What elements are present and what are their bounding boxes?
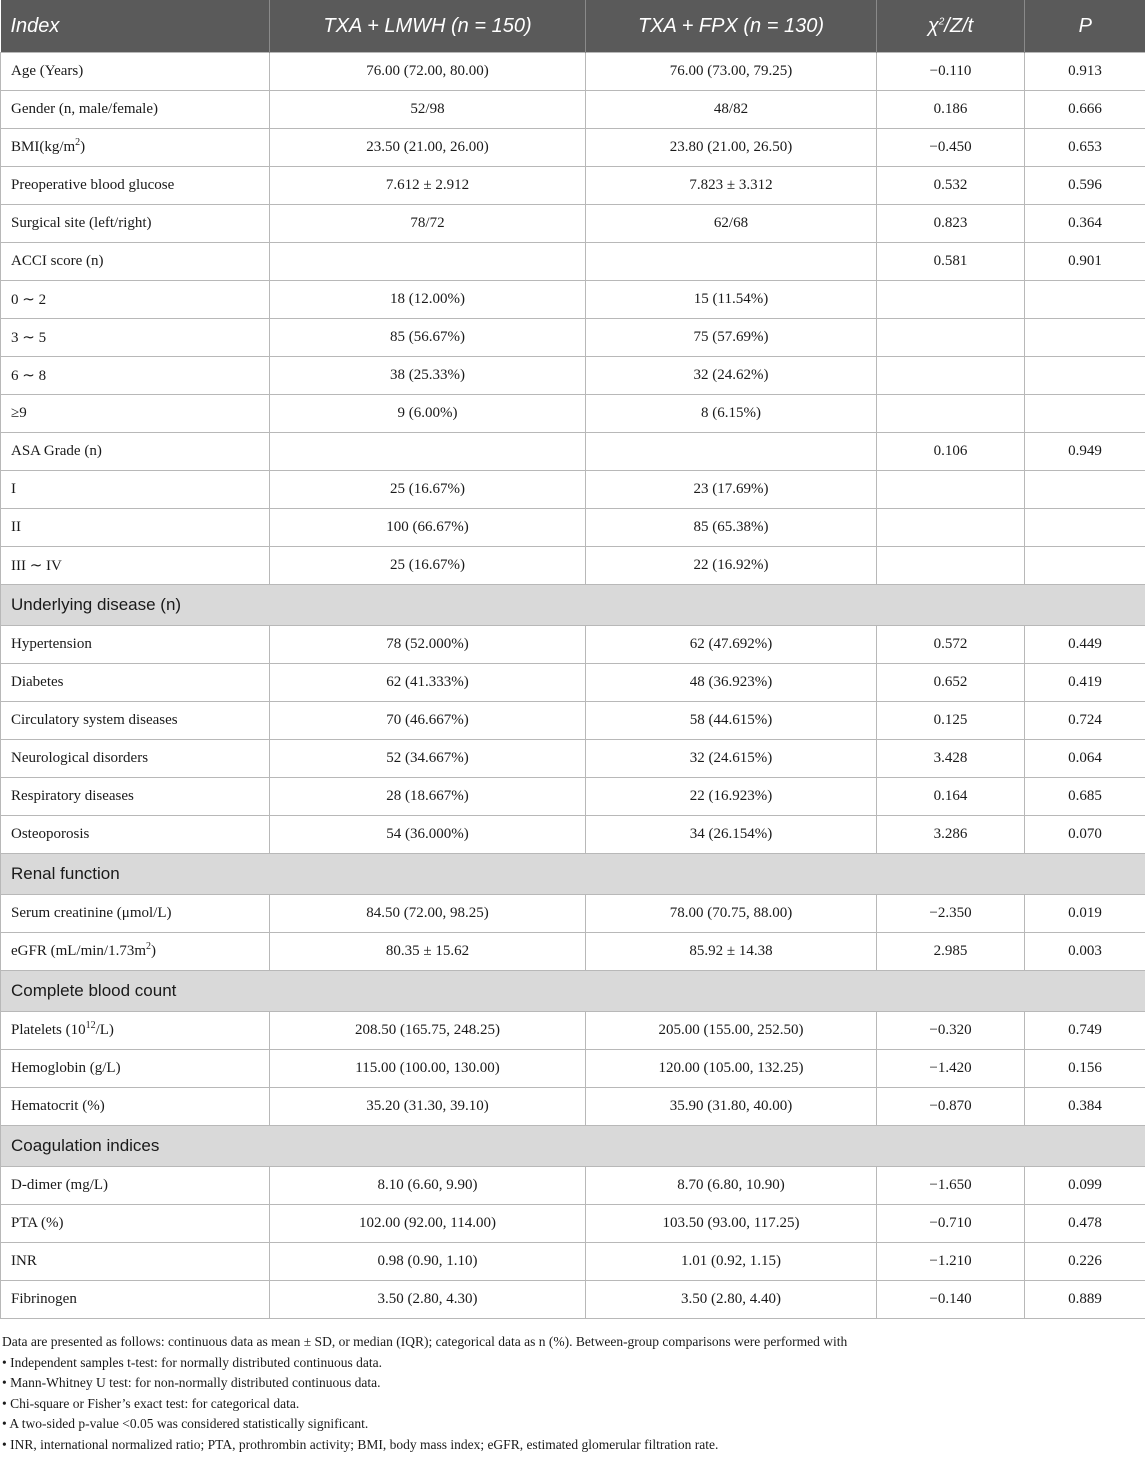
row-index-text: Platelets (10 [11, 1022, 86, 1038]
table-row [1, 395, 1145, 433]
footnote-line: • INR, international normalized ratio; PTA, prothrombin activity; BMI, body mass index; eGFR, estimated glomerular filtration rate. [2, 1436, 719, 1452]
row-p-cell: 0.364 [1025, 205, 1145, 243]
row-index-superscript: 2 [75, 137, 81, 148]
row-fpx-cell: 62 (47.692%) [586, 626, 877, 664]
row-statistic-cell: −0.710 [877, 1205, 1025, 1243]
table-row [1, 205, 1145, 243]
row-lmwh-cell: 70 (46.667%) [270, 702, 586, 740]
row-statistic-cell: 0.581 [877, 243, 1025, 281]
row-lmwh-cell: 52/98 [270, 91, 586, 129]
row-statistic-cell [877, 547, 1025, 585]
footnote-line: • Mann-Whitney U test: for non-normally distributed continuous data. [2, 1375, 381, 1390]
row-statistic-cell: −1.210 [877, 1243, 1025, 1281]
header-test-statistic-sup: 2 [938, 15, 945, 27]
row-fpx-cell [586, 243, 877, 281]
table-row [1, 1167, 1145, 1205]
footnote-line: Data are presented as follows: continuous data as mean ± SD, or median (IQR); categorical data as n (%). Between-group comparisons were performed with [2, 1334, 848, 1349]
table-row [1, 281, 1145, 319]
row-index-cell: Hematocrit (%) [1, 1088, 270, 1126]
header-p-value: P [1025, 0, 1145, 53]
row-lmwh-cell: 76.00 (72.00, 80.00) [270, 53, 586, 91]
row-lmwh-cell: 62 (41.333%) [270, 664, 586, 702]
row-index-cell: ≥9 [1, 395, 270, 433]
section-label: Renal function [1, 854, 1145, 895]
row-lmwh-cell: 25 (16.67%) [270, 547, 586, 585]
row-fpx-cell [586, 433, 877, 471]
row-index-suffix: /L) [95, 1022, 114, 1038]
table-row [1, 778, 1145, 816]
row-index-cell: Serum creatinine (μmol/L) [1, 895, 270, 933]
row-p-cell: 0.724 [1025, 702, 1145, 740]
row-lmwh-cell: 35.20 (31.30, 39.10) [270, 1088, 586, 1126]
row-p-cell [1025, 281, 1145, 319]
row-p-cell: 0.666 [1025, 91, 1145, 129]
row-statistic-cell: 0.823 [877, 205, 1025, 243]
row-index-cell: Circulatory system diseases [1, 702, 270, 740]
table-row [1, 626, 1145, 664]
row-p-cell: 0.949 [1025, 433, 1145, 471]
row-p-cell: 0.156 [1025, 1050, 1145, 1088]
section-header-row [1, 971, 1145, 1012]
section-header-row [1, 585, 1145, 626]
row-fpx-cell: 62/68 [586, 205, 877, 243]
table-row [1, 1205, 1145, 1243]
row-index-cell: II [1, 509, 270, 547]
row-p-cell [1025, 471, 1145, 509]
header-test-statistic-rest: /Z/t [944, 14, 974, 37]
row-index-cell [1, 1012, 270, 1050]
row-lmwh-cell: 8.10 (6.60, 9.90) [270, 1167, 586, 1205]
row-statistic-cell: 0.106 [877, 433, 1025, 471]
row-fpx-cell: 8 (6.15%) [586, 395, 877, 433]
row-p-cell: 0.099 [1025, 1167, 1145, 1205]
row-index-superscript: 12 [85, 1020, 96, 1031]
row-statistic-cell [877, 395, 1025, 433]
row-lmwh-cell: 0.98 (0.90, 1.10) [270, 1243, 586, 1281]
row-lmwh-cell: 18 (12.00%) [270, 281, 586, 319]
row-statistic-cell: 0.164 [877, 778, 1025, 816]
row-lmwh-cell [270, 433, 586, 471]
footnote-line: • A two-sided p-value <0.05 was considered statistically significant. [2, 1416, 369, 1431]
table-row [1, 547, 1145, 585]
row-statistic-cell [877, 509, 1025, 547]
row-lmwh-cell: 78 (52.000%) [270, 626, 586, 664]
row-fpx-cell: 23 (17.69%) [586, 471, 877, 509]
row-fpx-cell: 22 (16.923%) [586, 778, 877, 816]
row-statistic-cell: 3.428 [877, 740, 1025, 778]
table-row [1, 243, 1145, 281]
row-index-cell: Respiratory diseases [1, 778, 270, 816]
header-txa-lmwh: TXA + LMWH (n = 150) [270, 0, 586, 53]
row-index-cell: 0 ∼ 2 [1, 281, 270, 319]
row-statistic-cell: 0.532 [877, 167, 1025, 205]
row-index-text: BMI(kg/m [11, 139, 76, 155]
row-statistic-cell: 0.125 [877, 702, 1025, 740]
header-index: Index [1, 0, 270, 53]
row-fpx-cell: 32 (24.615%) [586, 740, 877, 778]
footnote-line: • Chi-square or Fisher’s exact test: for categorical data. [2, 1395, 300, 1411]
row-lmwh-cell: 208.50 (165.75, 248.25) [270, 1012, 586, 1050]
row-fpx-cell: 85 (65.38%) [586, 509, 877, 547]
table-row [1, 509, 1145, 547]
row-statistic-cell: 2.985 [877, 933, 1025, 971]
row-p-cell [1025, 395, 1145, 433]
row-fpx-cell: 103.50 (93.00, 117.25) [586, 1205, 877, 1243]
row-p-cell: 0.003 [1025, 933, 1145, 971]
row-lmwh-cell: 3.50 (2.80, 4.30) [270, 1281, 586, 1319]
section-header-row [1, 1126, 1145, 1167]
row-fpx-cell: 120.00 (105.00, 132.25) [586, 1050, 877, 1088]
table-row [1, 895, 1145, 933]
row-statistic-cell: 0.572 [877, 626, 1025, 664]
row-lmwh-cell: 7.612 ± 2.912 [270, 167, 586, 205]
row-lmwh-cell: 80.35 ± 15.62 [270, 933, 586, 971]
row-index-cell: Neurological disorders [1, 740, 270, 778]
row-p-cell: 0.384 [1025, 1088, 1145, 1126]
table-row [1, 167, 1145, 205]
row-p-cell: 0.449 [1025, 626, 1145, 664]
row-index-superscript: 2 [146, 941, 151, 952]
row-lmwh-cell: 52 (34.667%) [270, 740, 586, 778]
row-fpx-cell: 76.00 (73.00, 79.25) [586, 53, 877, 91]
row-p-cell [1025, 509, 1145, 547]
section-label: Underlying disease (n) [1, 585, 1145, 626]
row-lmwh-cell: 23.50 (21.00, 26.00) [270, 129, 586, 167]
row-index-cell: Preoperative blood glucose [1, 167, 270, 205]
row-index-cell: Hypertension [1, 626, 270, 664]
row-lmwh-cell: 78/72 [270, 205, 586, 243]
row-p-cell: 0.064 [1025, 740, 1145, 778]
row-statistic-cell: −1.420 [877, 1050, 1025, 1088]
table-row [1, 664, 1145, 702]
row-statistic-cell: −1.650 [877, 1167, 1025, 1205]
row-fpx-cell: 8.70 (6.80, 10.90) [586, 1167, 877, 1205]
row-statistic-cell: −2.350 [877, 895, 1025, 933]
row-index-cell: Hemoglobin (g/L) [1, 1050, 270, 1088]
row-p-cell [1025, 319, 1145, 357]
row-index-cell: III ∼ IV [1, 547, 270, 585]
table-row [1, 433, 1145, 471]
row-p-cell: 0.419 [1025, 664, 1145, 702]
table-row [1, 1012, 1145, 1050]
table-row [1, 816, 1145, 854]
table-row [1, 357, 1145, 395]
section-header-row [1, 854, 1145, 895]
row-index-cell: ACCI score (n) [1, 243, 270, 281]
row-index-cell: Age (Years) [1, 53, 270, 91]
row-statistic-cell: −0.140 [877, 1281, 1025, 1319]
row-index-cell: Fibrinogen [1, 1281, 270, 1319]
row-index-cell: 6 ∼ 8 [1, 357, 270, 395]
row-statistic-cell: −0.870 [877, 1088, 1025, 1126]
row-lmwh-cell: 100 (66.67%) [270, 509, 586, 547]
row-p-cell: 0.226 [1025, 1243, 1145, 1281]
row-fpx-cell: 48/82 [586, 91, 877, 129]
row-index-cell: 3 ∼ 5 [1, 319, 270, 357]
row-statistic-cell [877, 319, 1025, 357]
row-fpx-cell: 35.90 (31.80, 40.00) [586, 1088, 877, 1126]
row-fpx-cell: 78.00 (70.75, 88.00) [586, 895, 877, 933]
row-lmwh-cell: 102.00 (92.00, 114.00) [270, 1205, 586, 1243]
row-index-cell: D-dimer (mg/L) [1, 1167, 270, 1205]
row-lmwh-cell: 25 (16.67%) [270, 471, 586, 509]
row-statistic-cell: −0.110 [877, 53, 1025, 91]
row-p-cell [1025, 357, 1145, 395]
row-lmwh-cell [270, 243, 586, 281]
row-lmwh-cell: 54 (36.000%) [270, 816, 586, 854]
row-statistic-cell: −0.320 [877, 1012, 1025, 1050]
table-row [1, 1088, 1145, 1126]
row-fpx-cell: 58 (44.615%) [586, 702, 877, 740]
row-fpx-cell: 205.00 (155.00, 252.50) [586, 1012, 877, 1050]
table-row [1, 91, 1145, 129]
row-p-cell: 0.019 [1025, 895, 1145, 933]
row-index-cell: INR [1, 1243, 270, 1281]
table-footnotes [0, 1332, 1142, 1455]
row-statistic-cell [877, 471, 1025, 509]
row-fpx-cell: 48 (36.923%) [586, 664, 877, 702]
table-row [1, 1050, 1145, 1088]
row-index-suffix: ) [151, 943, 156, 959]
row-fpx-cell: 15 (11.54%) [586, 281, 877, 319]
row-statistic-cell: −0.450 [877, 129, 1025, 167]
row-fpx-cell: 23.80 (21.00, 26.50) [586, 129, 877, 167]
row-fpx-cell: 75 (57.69%) [586, 319, 877, 357]
row-index-cell [1, 129, 270, 167]
row-p-cell: 0.913 [1025, 53, 1145, 91]
row-p-cell: 0.889 [1025, 1281, 1145, 1319]
row-index-cell: ASA Grade (n) [1, 433, 270, 471]
row-index-cell: Gender (n, male/female) [1, 91, 270, 129]
row-index-cell: Surgical site (left/right) [1, 205, 270, 243]
row-index-suffix: ) [80, 139, 86, 155]
table-row [1, 1243, 1145, 1281]
row-fpx-cell: 22 (16.92%) [586, 547, 877, 585]
section-label: Coagulation indices [1, 1126, 1145, 1167]
row-statistic-cell: 3.286 [877, 816, 1025, 854]
row-statistic-cell: 0.652 [877, 664, 1025, 702]
row-fpx-cell: 32 (24.62%) [586, 357, 877, 395]
row-index-cell: PTA (%) [1, 1205, 270, 1243]
row-fpx-cell: 85.92 ± 14.38 [586, 933, 877, 971]
table-row [1, 740, 1145, 778]
row-lmwh-cell: 38 (25.33%) [270, 357, 586, 395]
row-p-cell: 0.596 [1025, 167, 1145, 205]
row-lmwh-cell: 28 (18.667%) [270, 778, 586, 816]
row-p-cell: 0.685 [1025, 778, 1145, 816]
row-index-cell [1, 933, 270, 971]
header-test-statistic [877, 0, 1025, 53]
table-row [1, 53, 1145, 91]
row-p-cell: 0.749 [1025, 1012, 1145, 1050]
row-index-cell: Diabetes [1, 664, 270, 702]
table-row [1, 471, 1145, 509]
row-p-cell: 0.901 [1025, 243, 1145, 281]
row-index-cell: I [1, 471, 270, 509]
footnote-line: • Independent samples t-test: for normally distributed continuous data. [2, 1354, 383, 1370]
row-statistic-cell [877, 357, 1025, 395]
table-row [1, 129, 1145, 167]
row-index-cell: Osteoporosis [1, 816, 270, 854]
row-fpx-cell: 3.50 (2.80, 4.40) [586, 1281, 877, 1319]
row-p-cell: 0.478 [1025, 1205, 1145, 1243]
header-test-statistic-chi: χ [927, 14, 939, 37]
table-header-row [1, 0, 1145, 53]
table-body [1, 53, 1145, 1319]
row-p-cell: 0.653 [1025, 129, 1145, 167]
table-row [1, 1281, 1145, 1319]
row-lmwh-cell: 85 (56.67%) [270, 319, 586, 357]
row-index-text: eGFR (mL/min/1.73m [11, 943, 146, 959]
section-label: Complete blood count [1, 971, 1145, 1012]
row-statistic-cell [877, 281, 1025, 319]
table-row [1, 319, 1145, 357]
row-statistic-cell: 0.186 [877, 91, 1025, 129]
row-lmwh-cell: 115.00 (100.00, 130.00) [270, 1050, 586, 1088]
row-p-cell [1025, 547, 1145, 585]
row-fpx-cell: 7.823 ± 3.312 [586, 167, 877, 205]
row-lmwh-cell: 84.50 (72.00, 98.25) [270, 895, 586, 933]
header-txa-fpx: TXA + FPX (n = 130) [586, 0, 877, 53]
row-fpx-cell: 34 (26.154%) [586, 816, 877, 854]
row-fpx-cell: 1.01 (0.92, 1.15) [586, 1243, 877, 1281]
row-p-cell: 0.070 [1025, 816, 1145, 854]
table-row [1, 702, 1145, 740]
row-lmwh-cell: 9 (6.00%) [270, 395, 586, 433]
table-row [1, 933, 1145, 971]
